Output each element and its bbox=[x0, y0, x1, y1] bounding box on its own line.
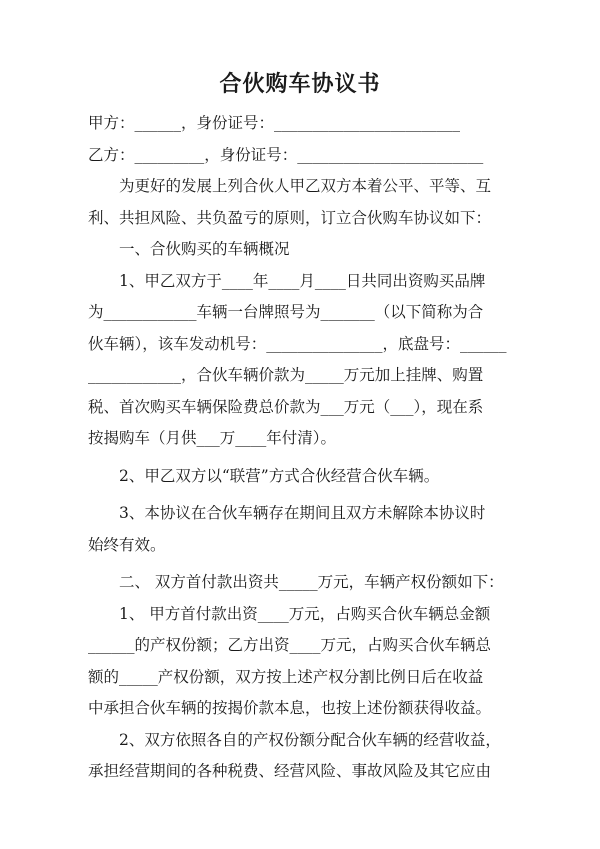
section2-heading: 二、 双方首付款出资共_____万元，车辆产权份额如下： bbox=[119, 573, 504, 591]
party-b-line: 乙方：_________，身份证号：________________________ bbox=[88, 145, 484, 164]
clause3-line: 3、本协议在合伙车辆存在期间且双方未解除本协议时 bbox=[119, 504, 486, 522]
intro-line: 利、共担风险、共负盈亏的原则，订立合伙购车协议如下： bbox=[88, 208, 492, 227]
sec2-clause1-line: ______的产权份额；乙方出资____万元，占购买合伙车辆总 bbox=[88, 636, 492, 654]
intro-line: 为更好的发展上列合伙人甲乙双方本着公平、平等、互 bbox=[119, 177, 492, 195]
sec2-clause2-line: 2、双方依照各自的产权份额分配合伙车辆的经营收益， bbox=[119, 730, 501, 749]
party-a-line: 甲方：______，身份证号：________________________ bbox=[88, 114, 461, 132]
clause1-line: ____________，合伙车辆价款为_____万元加上挂牌、购置 bbox=[88, 366, 484, 384]
clause3-line: 始终有效。 bbox=[88, 535, 166, 554]
clause2-line: 2、甲乙双方以“联营”方式合伙经营合伙车辆。 bbox=[119, 466, 440, 485]
sec2-clause1-line: 1、 甲方首付款出资____万元，占购买合伙车辆总金额 bbox=[119, 604, 491, 623]
sec2-clause1-line: 额的_____产权份额，双方按上述产权分割比例日后在收益 bbox=[88, 667, 484, 686]
document-title: 合伙购车协议书 bbox=[219, 71, 381, 97]
sec2-clause1-line: 中承担合伙车辆的按揭价款本息，也按上述份额获得收益。 bbox=[88, 699, 492, 717]
clause1-line: 税、首次购买车辆保险费总价款为___万元（___），现在系 bbox=[88, 397, 484, 416]
clause1-line: 伙车辆），该车发动机号：_______________，底盘号：______ bbox=[88, 334, 507, 353]
clause1-line: 为____________车辆一台牌照号为_______（以下简称为合 bbox=[88, 303, 484, 321]
clause1-line: 按揭购车（月供___万____年付清）。 bbox=[88, 429, 337, 447]
document-body bbox=[88, 108, 512, 788]
sec2-clause2-line: 承担经营期间的各种税费、经营风险、事故风险及其它应由 bbox=[88, 762, 492, 780]
section1-heading: 一、合伙购买的车辆概况 bbox=[119, 240, 290, 258]
clause1-line: 1、甲乙双方于____年____月____日共同出资购买品牌 bbox=[119, 271, 486, 290]
